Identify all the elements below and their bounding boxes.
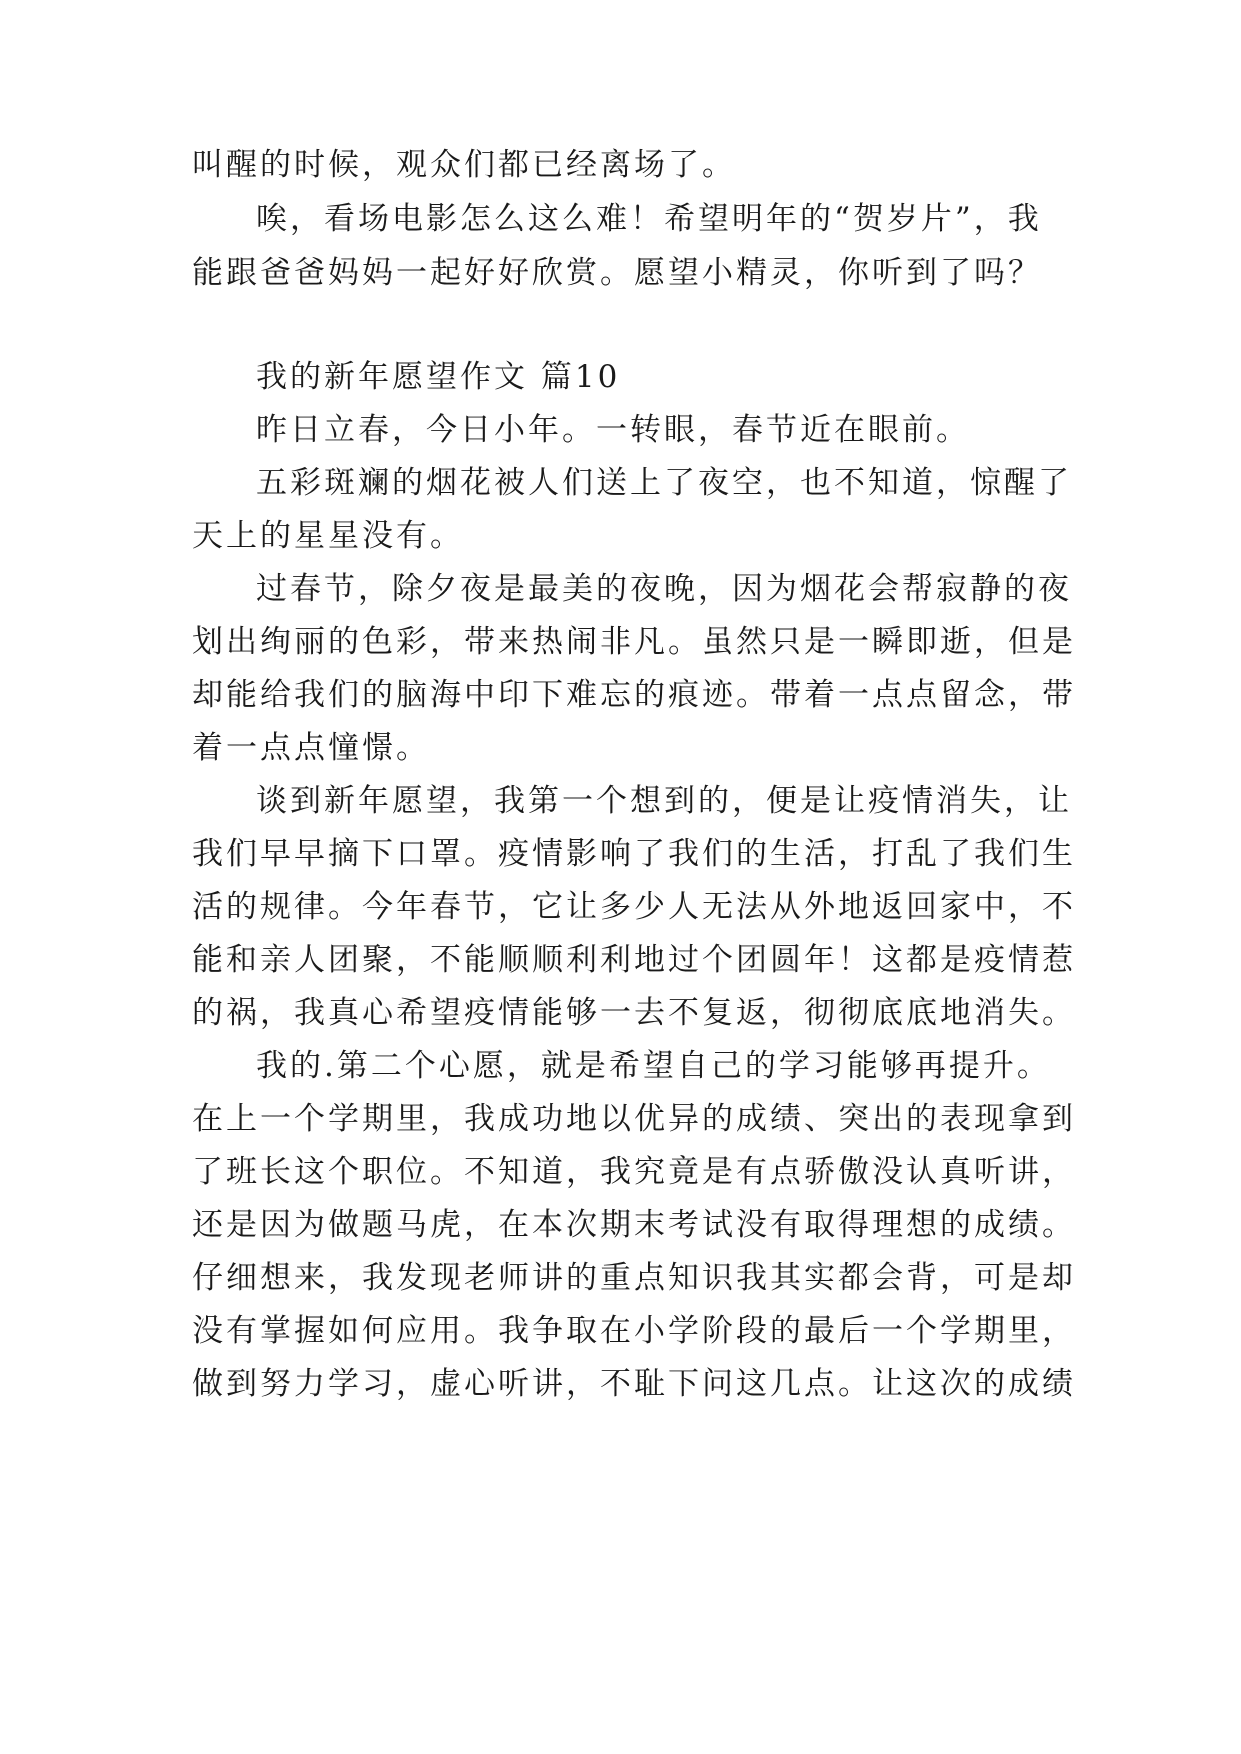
paragraph-line: 昨日立春，今日小年。一转眼，春节近在眼前。	[256, 412, 970, 448]
paragraph-line: 能和亲人团聚，不能顺顺利利地过个团圆年！这都是疫情惹	[192, 942, 1076, 978]
paragraph-line: 着一点点憧憬。	[192, 730, 430, 766]
paragraph-line: 划出绚丽的色彩，带来热闹非凡。虽然只是一瞬即逝，但是	[192, 624, 1076, 660]
paragraph-line: 活的规律。今年春节，它让多少人无法从外地返回家中，不	[192, 889, 1076, 925]
paragraph-line: 没有掌握如何应用。我争取在小学阶段的最后一个学期里，	[192, 1313, 1076, 1349]
paragraph-line: 我的.第二个心愿，就是希望自己的学习能够再提升。	[256, 1048, 1051, 1084]
paragraph-line: 能跟爸爸妈妈一起好好欣赏。愿望小精灵，你听到了吗？	[192, 255, 1042, 291]
paragraph-line: 仔细想来，我发现老师讲的重点知识我其实都会背，可是却	[192, 1260, 1076, 1296]
paragraph-line: 做到努力学习，虚心听讲，不耻下问这几点。让这次的成绩	[192, 1366, 1076, 1402]
paragraph-line: 还是因为做题马虎，在本次期末考试没有取得理想的成绩。	[192, 1207, 1076, 1243]
paragraph-line: 五彩斑斓的烟花被人们送上了夜空，也不知道，惊醒了	[256, 465, 1072, 501]
paragraph-line: 的祸，我真心希望疫情能够一去不复返，彻彻底底地消失。	[192, 995, 1076, 1031]
paragraph-line: 叫醒的时候，观众们都已经离场了。	[192, 147, 736, 183]
section-title: 我的新年愿望作文 篇10	[256, 359, 621, 395]
paragraph-line: 过春节，除夕夜是最美的夜晚，因为烟花会帮寂静的夜	[256, 571, 1072, 607]
paragraph-line: 我们早早摘下口罩。疫情影响了我们的生活，打乱了我们生	[192, 836, 1076, 872]
paragraph-line: 却能给我们的脑海中印下难忘的痕迹。带着一点点留念，带	[192, 677, 1076, 713]
paragraph-line: 在上一个学期里，我成功地以优异的成绩、突出的表现拿到	[192, 1101, 1076, 1137]
paragraph-line: 天上的星星没有。	[192, 518, 464, 554]
paragraph-line: 唉，看场电影怎么这么难！希望明年的“贺岁片”，我	[256, 201, 1042, 237]
paragraph-line: 了班长这个职位。不知道，我究竟是有点骄傲没认真听讲，	[192, 1154, 1076, 1190]
paragraph-line: 谈到新年愿望，我第一个想到的，便是让疫情消失，让	[256, 783, 1072, 819]
